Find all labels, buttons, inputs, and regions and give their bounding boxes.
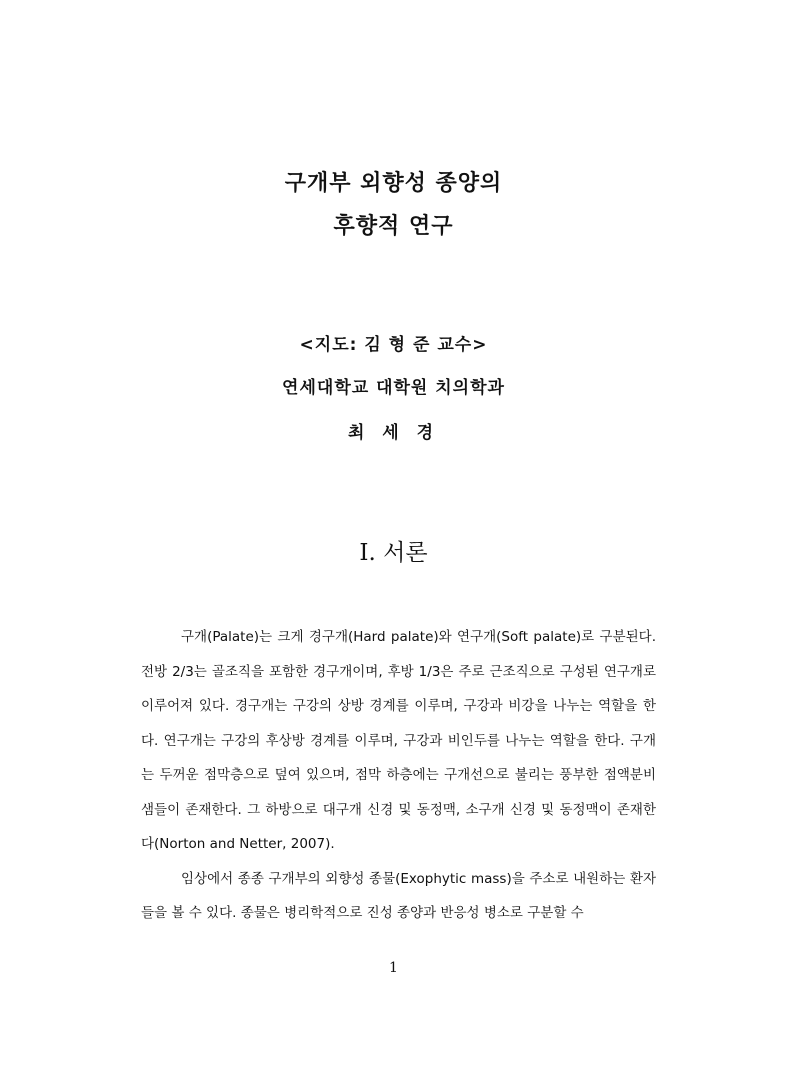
advisor-line: <지도: 김 형 준 교수> [299, 335, 488, 355]
thesis-title-line-2: 후향적 연구 [333, 214, 454, 239]
paragraph: 구개(Palate)는 크게 경구개(Hard palate)와 연구개(Soft palate)로 구분된다. 전방 2/3는 골조직을 포함한 경구개이며, 후방 1/3은 주로 근조직으로 구성된 연구개로 이루어져 있다. 경구개는 구강의 상방 경계를 이루며, 구강과 비강을 나누는 역할을 한다. 연구개는 구강의 후상방 경계를 이루며, 구강과 비인두를 나누는 역할을 한다. 구개는 두꺼운 점막층으로 덮여 있으며, 점막 하층에는 구개선으로 불리는 풍부한 점액분비 샘들이 존재한다. 그 하방으로 대구개 신경 및 동정맥, 소구개 신경 및 동정맥이 존재한다(Norton and Netter, 2007). [141, 629, 656, 852]
thesis-title-line-1: 구개부 외향성 종양의 [284, 171, 503, 196]
author-name: 최 세 경 [347, 423, 440, 443]
page-number: 1 [389, 960, 398, 976]
department-line: 연세대학교 대학원 치의학과 [282, 378, 505, 398]
section-heading: I. 서론 [359, 540, 428, 566]
paragraph: 임상에서 종종 구개부의 외향성 종물(Exophytic mass)을 주소로 내원하는 환자들을 볼 수 있다. 종물은 병리학적으로 진성 종양과 반응성 병소로 구분할 수 [141, 870, 656, 921]
body-text [141, 620, 656, 931]
